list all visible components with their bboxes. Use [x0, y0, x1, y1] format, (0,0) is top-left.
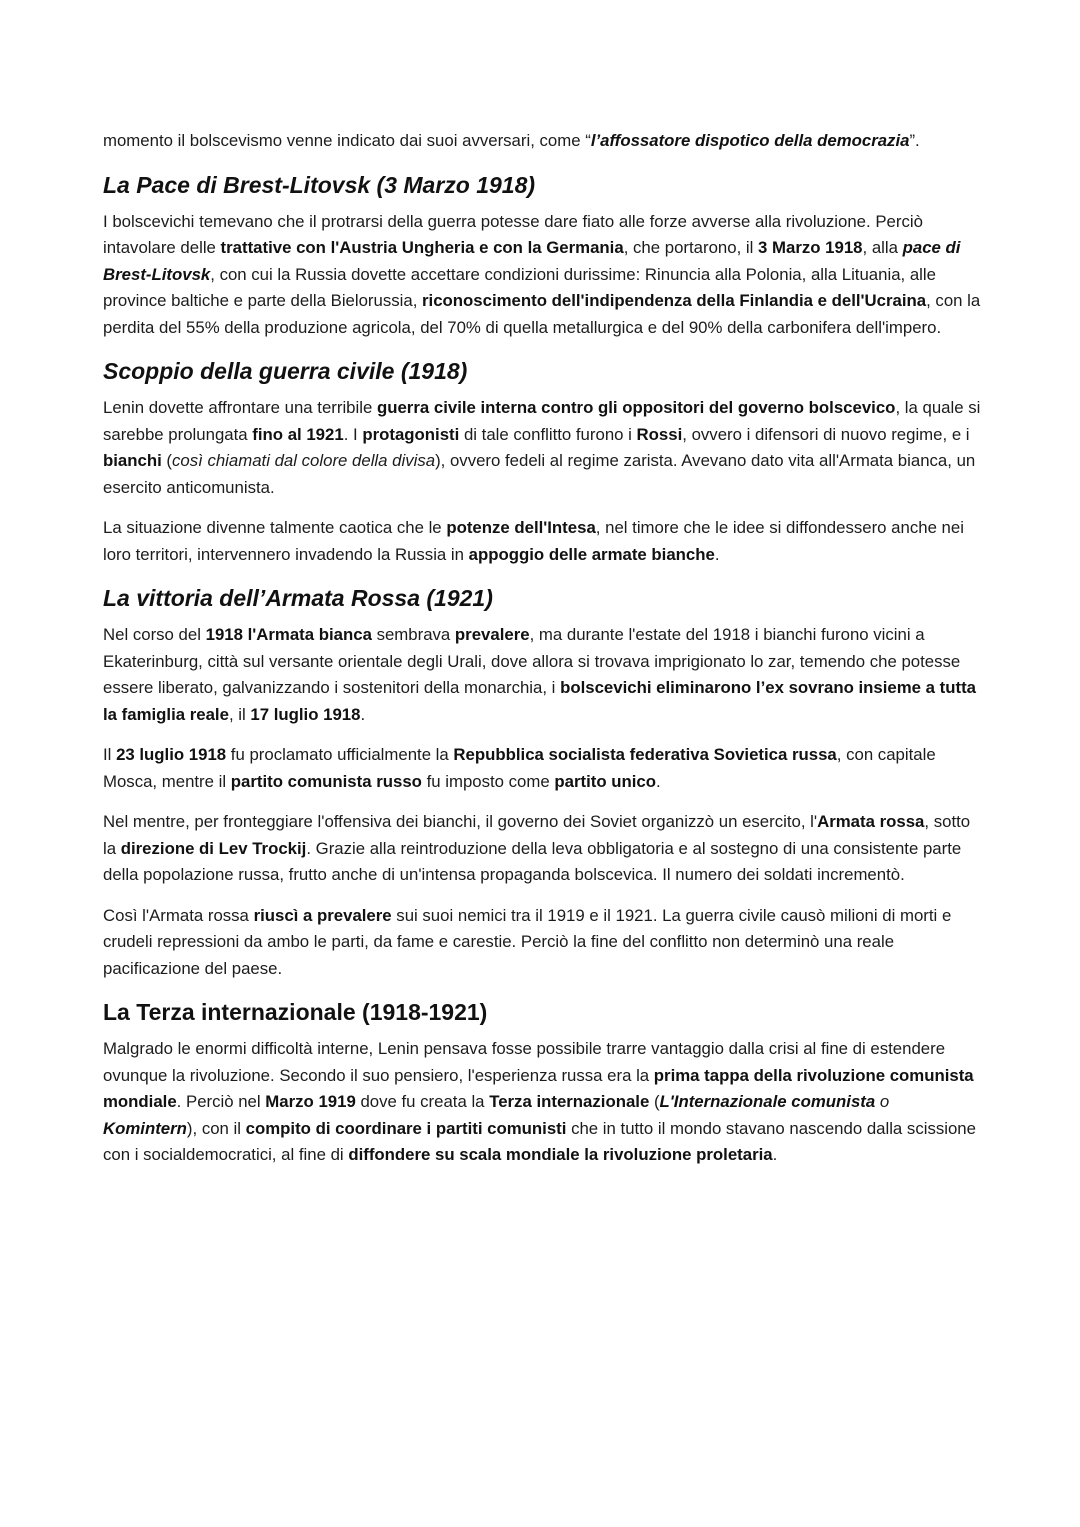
text-run: fu proclamato ufficialmente la [226, 745, 454, 764]
text-run: La situazione divenne talmente caotica che le [103, 518, 447, 537]
text-run: partito comunista russo [230, 771, 422, 791]
text-run: dove fu creata la [355, 1092, 490, 1111]
text-run: . Perciò nel [176, 1092, 266, 1111]
section-heading: La vittoria dell’Armata Rossa (1921) [103, 585, 493, 611]
text-run: Rossi [636, 424, 683, 444]
text-run: momento il bolscevismo venne indicato dai suoi avversari, come “ [103, 131, 591, 150]
text-run: trattative con l'Austria Ungheria e con la Germania [220, 238, 624, 257]
text-run: ( [161, 451, 173, 470]
text-run: , sotto la [103, 812, 971, 858]
text-run: direzione di Lev Trockij [120, 838, 307, 858]
text-run: l’affossatore dispotico della democrazia [590, 131, 910, 150]
document-page [103, 128, 983, 1183]
text-run [591, 131, 910, 150]
text-run: , che portarono, il [623, 238, 759, 257]
text-run: L'Internazionale comunista [659, 1092, 876, 1111]
text-run: diffondere su scala mondiale la rivoluzione proletaria [348, 1145, 773, 1164]
text-run: , nel timore che le idee si diffondessero anche nei loro territori, intervennero invadendo la Russia in [103, 518, 964, 564]
text-run: I bolscevichi temevano che il protrarsi della guerra potesse dare fiato alle forze avverse alla rivoluzione. Perciò intavolare delle [103, 211, 923, 257]
text-run: 23 luglio 1918 [116, 745, 227, 764]
text-run: riconoscimento dell'indipendenza della Finlandia e dell'Ucraina [422, 291, 927, 310]
text-run: , la quale si sarebbe prolungata [103, 398, 981, 444]
text-run: protagonisti [362, 424, 460, 444]
text-run: pace di Brest-Litovsk [103, 238, 961, 284]
paragraph [103, 395, 983, 501]
text-run: . [714, 544, 720, 564]
text-run: , ma durante l'estate del 1918 i bianchi furono vicini a Ekaterinburg, città sul versante orientale degli Urali, dove allora si trovava imprigionato lo zar, temendo che potesse essere liberato, galvanizzando i sostenitori della monarchia, i [103, 625, 961, 697]
text-run: sembrava [371, 625, 455, 644]
text-run: Lenin dovette affrontare una terribile [103, 398, 377, 417]
paragraph [103, 209, 983, 342]
text-run: . [656, 771, 661, 791]
text-run: Nel mentre, per fronteggiare l'offensiva dei bianchi, il governo dei Soviet organizzò un esercito, l' [103, 812, 818, 831]
text-run: 17 luglio 1918 [250, 704, 361, 724]
text-run: 1918 l'Armata bianca [205, 625, 372, 644]
text-run: , con cui la Russia dovette accettare condizioni durissime: Rinuncia alla Polonia, alla Lituania, alle province baltiche e parte della Bielorussia, [103, 264, 936, 310]
text-run: potenze dell'Intesa [446, 518, 596, 537]
text-run: , con capitale Mosca, mentre il [103, 745, 936, 791]
text-run: . I [343, 424, 363, 444]
text-run: sui suoi nemici tra il 1919 e il 1921. La guerra civile causò milioni di morti e crudeli repressioni da ambo le parti, da fame e carestie. Perciò la fine del conflitto non determinò una reale pacificazione del paese. [103, 905, 952, 978]
text-run: ”. [909, 131, 920, 150]
text-run: Terza internazionale [489, 1092, 650, 1111]
text-run: ), ovvero fedeli al regime zarista. Avevano dato vita all'Armata bianca, un esercito anticomunista. [103, 451, 976, 497]
text-run: bolscevichi eliminarono l’ex sovrano insieme a tutta la famiglia reale [103, 678, 977, 724]
text-run: bianchi [103, 451, 162, 470]
paragraph [103, 809, 983, 889]
text-run: , con la perdita del 55% della produzione agricola, del 70% di quella metallurgica e del 90% della carbonifera dell'impero. [103, 291, 981, 337]
text-run: prevalere [454, 625, 530, 644]
text-run: Il [103, 745, 117, 764]
paragraph [103, 1036, 983, 1169]
text-run: o [875, 1092, 890, 1111]
text-run: 3 Marzo 1918 [758, 238, 863, 257]
text-run: fu imposto come [421, 771, 555, 791]
text-run: . [360, 704, 366, 724]
text-run: fino al 1921 [252, 424, 344, 444]
text-run: partito unico [554, 771, 656, 791]
text-run: . Grazie alla reintroduzione della leva obbligatoria e al sostegno di una consistente parte della popolazione russa, frutto anche di un'intensa propaganda bolscevica. Il numero dei soldati incrementò. [103, 838, 962, 884]
text-run: guerra civile interna contro gli oppositori del governo bolscevico [376, 398, 896, 417]
text-run: ( [649, 1092, 660, 1111]
text-run: così chiamati dal colore della divisa [172, 451, 436, 470]
text-run: , alla [862, 238, 903, 257]
paragraph [103, 622, 983, 728]
text-run [660, 1092, 876, 1111]
section-heading: Scoppio della guerra civile (1918) [103, 358, 468, 384]
text-run: ), con il [186, 1118, 246, 1138]
text-run: Komintern [103, 1118, 187, 1138]
section-heading: La Terza internazionale (1918-1921) [103, 999, 488, 1025]
paragraph [103, 128, 983, 155]
text-run: di tale conflitto furono i [459, 424, 637, 444]
text-run: riuscì a prevalere [253, 905, 392, 925]
text-run: compito di coordinare i partiti comunisti [245, 1118, 567, 1138]
text-run: appoggio delle armate bianche [468, 544, 715, 564]
text-run: che in tutto il mondo stavano nascendo dalla scissione con i socialdemocratici, al fine di [103, 1118, 976, 1164]
paragraph [103, 742, 983, 795]
text-run [103, 1119, 187, 1138]
text-run: Repubblica socialista federativa Sovietica russa [453, 745, 837, 764]
paragraph [103, 903, 983, 983]
section-heading: La Pace di Brest-Litovsk (3 Marzo 1918) [103, 171, 536, 198]
text-run: prima tappa della rivoluzione comunista mondiale [103, 1065, 974, 1111]
text-run: Nel corso del [103, 625, 206, 644]
text-run: Marzo 1919 [265, 1092, 356, 1111]
paragraph [103, 515, 983, 568]
text-run: . [772, 1145, 778, 1164]
text-run: Malgrado le enormi difficoltà interne, Lenin pensava fosse possibile trarre vantaggio dalla crisi al fine di estendere ovunque la rivoluzione. Secondo il suo pensiero, l'esperienza russa era la [103, 1039, 946, 1085]
text-run: , ovvero i difensori di nuovo regime, e i [682, 424, 970, 444]
text-run: Così l'Armata rossa [103, 905, 254, 925]
text-run: , il [228, 704, 251, 724]
text-run: Armata rossa [817, 812, 925, 831]
